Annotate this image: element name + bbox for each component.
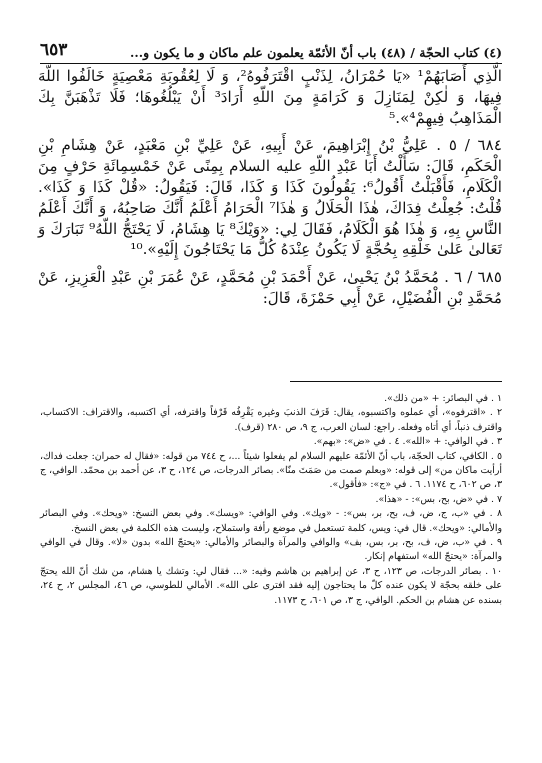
body-paragraph-1: الَّذِي أَصَابَهُمْ¹ «يَا حُمْرَانُ، لِذَنْبٍ اقْتَرَفُوهُ²، وَ لَا لِعُقُوبَةِ مَعْصِيَةٍ خَالَفُوا اللّهَ فِيهَا، وَ لٰكِنْ لِمَنَازِلَ وَ كَرَامَةٍ مِنَ اللّهِ أَرَادَ³ أَنْ يَبْلُغُوهَا؛ فَلَا تَذْهَبَنَّ بِكَ الْمَذَاهِبُ فِيهِمْ⁴».⁵ bbox=[38, 67, 503, 127]
footnote-8: ٨ . في «ب، ج، ض، ف، بح، بر، بس»: - «ويك». وفي الوافي: «ويسك». وفي بعض النسخ: «ويحك». وفي البصائر والأمالي: «ويحك». قال في: ويس، كلمة تستعمل في موضع رأفة واستملاح، وليست هذه الكلمة في بعض النسخ. bbox=[40, 508, 502, 534]
footnote-3-4: ٣ . في الوافي: + «الله». ٤ . في «ض»: «بهم». bbox=[313, 436, 502, 448]
footnote-1: ١ . في البصائر: + «من ذلك». bbox=[384, 393, 502, 404]
page-number: ٦٥٣ bbox=[40, 40, 68, 60]
footnote-5-6: ٥ . الكافي، كتاب الحجّة، باب أنّ الأئمّة عليهم السلام لم يفعلوا شيئاً ...، ح ٧٤٤ من قوله: «فقال له حمران: جعلت فداك، أرأيت ماكان من» إلى قوله: «وبعلم صمت من صَمَتَ منّا». بصائر الدرجات، ص ١٢٤، ح ٣، عن أحمد بن محمّد. الوافي، ج ٣، ص ٦٠٢، ح ١١٧٤. ٦ . في «ج»: «فأقول». bbox=[40, 450, 502, 491]
footnote-7: ٧ . في «ض، بح، بس»: - «هذا». bbox=[375, 493, 502, 505]
hadith-685: ٦٨٥ / ٦ . مُحَمَّدُ بْنُ يَحْيىٰ، عَنْ أَحْمَدَ بْنِ مُحَمَّدٍ، عَنْ عُمَرَ بْنِ عَبْدِ الْعَزِيزِ، عَنْ مُحَمَّدِ بْنِ الْفُضَيْلِ، عَنْ أَبِي حَمْزَةَ، قَالَ: bbox=[38, 268, 502, 307]
footnote-9: ٩ . في «ب، ض، ف، بح، بر، بس، بف» والوافي والمرآة والبصائر والأمالي: «يحتجّ الله» بدون «لا». وقال في الوافي والمرآة: «يحتجّ الله» استفهام إنكار. bbox=[40, 537, 502, 563]
hadith-684: ٦٨٤ / ٥ . عَلِيُّ بْنُ إِبْرَاهِيمَ، عَنْ أَبِيهِ، عَنْ عَلِيِّ بْنِ مَعْبَدٍ، عَنْ هِشَامِ بْنِ الْحَكَمِ، قَالَ: سَأَلْتُ أَبَا عَبْدِ اللّهِ عليه السلام بِمِنًى عَنْ خَمْسِمِائَةِ حَرْفٍ مِنَ الْكَلَامِ، فَأَقْبَلْتُ أَقُولُ⁶: يَقُولُونَ كَذَا وَ كَذَا، قَالَ: فَيَقُولُ: «قُلْ كَذَا وَ كَذَا». قُلْتُ: جُعِلْتُ فِدَاكَ، هٰذَا الْحَلَالُ وَ هٰذَا⁷ الْحَرَامُ أَعْلَمُ أَنَّكَ صَاحِبُهُ، وَ أَنَّكَ أَعْلَمُ النَّاسِ بِهِ، وَ هٰذَا هُوَ الْكَلَامُ، فَقَالَ لِي: «وَيْكَ⁸ يَا هِشَامُ، لَا يَحْتَجُّ اللّهُ⁹ تَبَارَكَ وَ تَعَالىٰ عَلىٰ خَلْقِهِ بِحُجَّةٍ لَا يَكُونُ عِنْدَهُ كُلُّ مَا يَحْتَاجُونَ إِلَيْهِ».¹⁰ bbox=[38, 136, 502, 259]
footnote-separator bbox=[290, 381, 502, 382]
running-head: (٤) كتاب الحجّة / (٤٨) باب أنّ الأئمّة يعلمون علم ماكان و ما يكون و... bbox=[130, 45, 502, 60]
main-text bbox=[38, 66, 503, 307]
footnotes bbox=[40, 392, 502, 722]
footnote-2: ٢ . «اقترفوه»، أي عملوه واكتسبوه، يقال: قَرَفَ الذنبَ وغيره يَقْرِفُه قَرْفاً واقترفه، أي اكتسبه، والاقتراف: الاكتساب، واقترف ذنباً، أي أتاه وفعله. راجع: لسان العرب، ج ٩، ص ٢٨٠ (قرف). bbox=[40, 407, 502, 433]
footnote-10: ١٠ . بصائر الدرجات، ص ١٢٣، ح ٣، عن إبراهيم بن هاشم وفيه: «... فقال لي: وتشك يا هشام، من شك أنّ الله يحتجّ على خلقه بحجّة لا يكون عنده كلّ ما يحتاجون إليه فقد افترى على الله». الأمالي للطوسي، ص ٤٦، المجلس ٢، ح ٢٤، بسنده عن هشام بن الحكم. الوافي، ج ٣، ص ٦٠١، ح ١١٧٣. bbox=[40, 565, 502, 606]
page-header bbox=[40, 38, 502, 64]
